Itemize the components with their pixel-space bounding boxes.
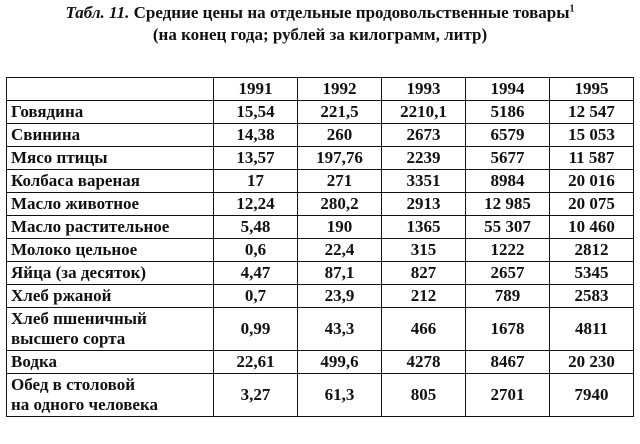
price-cell: 8984: [466, 170, 550, 193]
price-cell: 2812: [550, 239, 634, 262]
price-cell: 55 307: [466, 216, 550, 239]
table-row: [7, 193, 634, 216]
product-name: Говядина: [7, 101, 214, 124]
table-row: [7, 285, 634, 308]
table-number: Табл. 11.: [65, 3, 130, 22]
price-cell: 2239: [382, 147, 466, 170]
product-name-line: высшего сорта: [11, 329, 126, 348]
price-cell: 13,57: [214, 147, 298, 170]
price-cell: 15,54: [214, 101, 298, 124]
price-cell: 12,24: [214, 193, 298, 216]
price-cell: 12 547: [550, 101, 634, 124]
product-name: [7, 308, 214, 351]
price-cell: 6579: [466, 124, 550, 147]
product-name: [7, 374, 214, 417]
price-cell: 1678: [466, 308, 550, 351]
price-cell: 0,99: [214, 308, 298, 351]
price-cell: 0,6: [214, 239, 298, 262]
price-cell: 23,9: [298, 285, 382, 308]
price-cell: 2657: [466, 262, 550, 285]
price-cell: 789: [466, 285, 550, 308]
price-cell: 3,27: [214, 374, 298, 417]
product-name-line: Обед в столовой: [11, 375, 136, 394]
product-name: Масло животное: [7, 193, 214, 216]
price-cell: 5677: [466, 147, 550, 170]
price-cell: 5345: [550, 262, 634, 285]
table-row: [7, 262, 634, 285]
table-title: Средние цены на отдельные продовольственные товары: [133, 3, 570, 22]
table-row: [7, 374, 634, 417]
table-row: [7, 170, 634, 193]
price-cell: 271: [298, 170, 382, 193]
price-cell: 280,2: [298, 193, 382, 216]
table-row: [7, 147, 634, 170]
price-cell: 466: [382, 308, 466, 351]
price-cell: 2210,1: [382, 101, 466, 124]
product-name: Колбаса вареная: [7, 170, 214, 193]
price-table: [6, 77, 634, 417]
product-name: Хлеб ржаной: [7, 285, 214, 308]
price-cell: 22,4: [298, 239, 382, 262]
corner-cell: [7, 78, 214, 101]
price-cell: 11 587: [550, 147, 634, 170]
price-cell: 15 053: [550, 124, 634, 147]
year-header: 1992: [298, 78, 382, 101]
price-cell: 12 985: [466, 193, 550, 216]
price-cell: 87,1: [298, 262, 382, 285]
footnote-mark: 1: [569, 3, 575, 15]
product-name: Свинина: [7, 124, 214, 147]
year-header: 1991: [214, 78, 298, 101]
table-row: [7, 101, 634, 124]
product-name: Молоко цельное: [7, 239, 214, 262]
table-row: [7, 124, 634, 147]
product-name-line: на одного человека: [11, 395, 159, 414]
year-header: 1994: [466, 78, 550, 101]
price-cell: 5,48: [214, 216, 298, 239]
table-row: [7, 239, 634, 262]
price-cell: 499,6: [298, 351, 382, 374]
table-row: [7, 216, 634, 239]
price-cell: 14,38: [214, 124, 298, 147]
year-header: 1995: [550, 78, 634, 101]
price-cell: 5186: [466, 101, 550, 124]
price-cell: 61,3: [298, 374, 382, 417]
product-name-line: Хлеб пшеничный: [11, 309, 147, 328]
price-cell: 22,61: [214, 351, 298, 374]
product-name: Водка: [7, 351, 214, 374]
price-cell: 2701: [466, 374, 550, 417]
price-cell: 4811: [550, 308, 634, 351]
price-cell: 20 230: [550, 351, 634, 374]
table-caption: [0, 2, 640, 46]
price-cell: 190: [298, 216, 382, 239]
price-cell: 43,3: [298, 308, 382, 351]
price-cell: 10 460: [550, 216, 634, 239]
year-header: 1993: [382, 78, 466, 101]
product-name: Масло растительное: [7, 216, 214, 239]
price-cell: 315: [382, 239, 466, 262]
price-cell: 1222: [466, 239, 550, 262]
price-cell: 260: [298, 124, 382, 147]
price-cell: 20 016: [550, 170, 634, 193]
price-cell: 827: [382, 262, 466, 285]
price-cell: 221,5: [298, 101, 382, 124]
product-name: Яйца (за десяток): [7, 262, 214, 285]
price-cell: 20 075: [550, 193, 634, 216]
price-cell: 4,47: [214, 262, 298, 285]
price-cell: 197,76: [298, 147, 382, 170]
product-name: Мясо птицы: [7, 147, 214, 170]
price-cell: 17: [214, 170, 298, 193]
price-cell: 2673: [382, 124, 466, 147]
price-cell: 4278: [382, 351, 466, 374]
price-cell: 805: [382, 374, 466, 417]
price-cell: 8467: [466, 351, 550, 374]
price-cell: 3351: [382, 170, 466, 193]
table-row: [7, 308, 634, 351]
price-cell: 1365: [382, 216, 466, 239]
header-row: [7, 78, 634, 101]
price-cell: 0,7: [214, 285, 298, 308]
price-cell: 7940: [550, 374, 634, 417]
price-cell: 212: [382, 285, 466, 308]
price-cell: 2583: [550, 285, 634, 308]
price-cell: 2913: [382, 193, 466, 216]
table-row: [7, 351, 634, 374]
table-subtitle: (на конец года; рублей за килограмм, литр): [152, 25, 488, 44]
